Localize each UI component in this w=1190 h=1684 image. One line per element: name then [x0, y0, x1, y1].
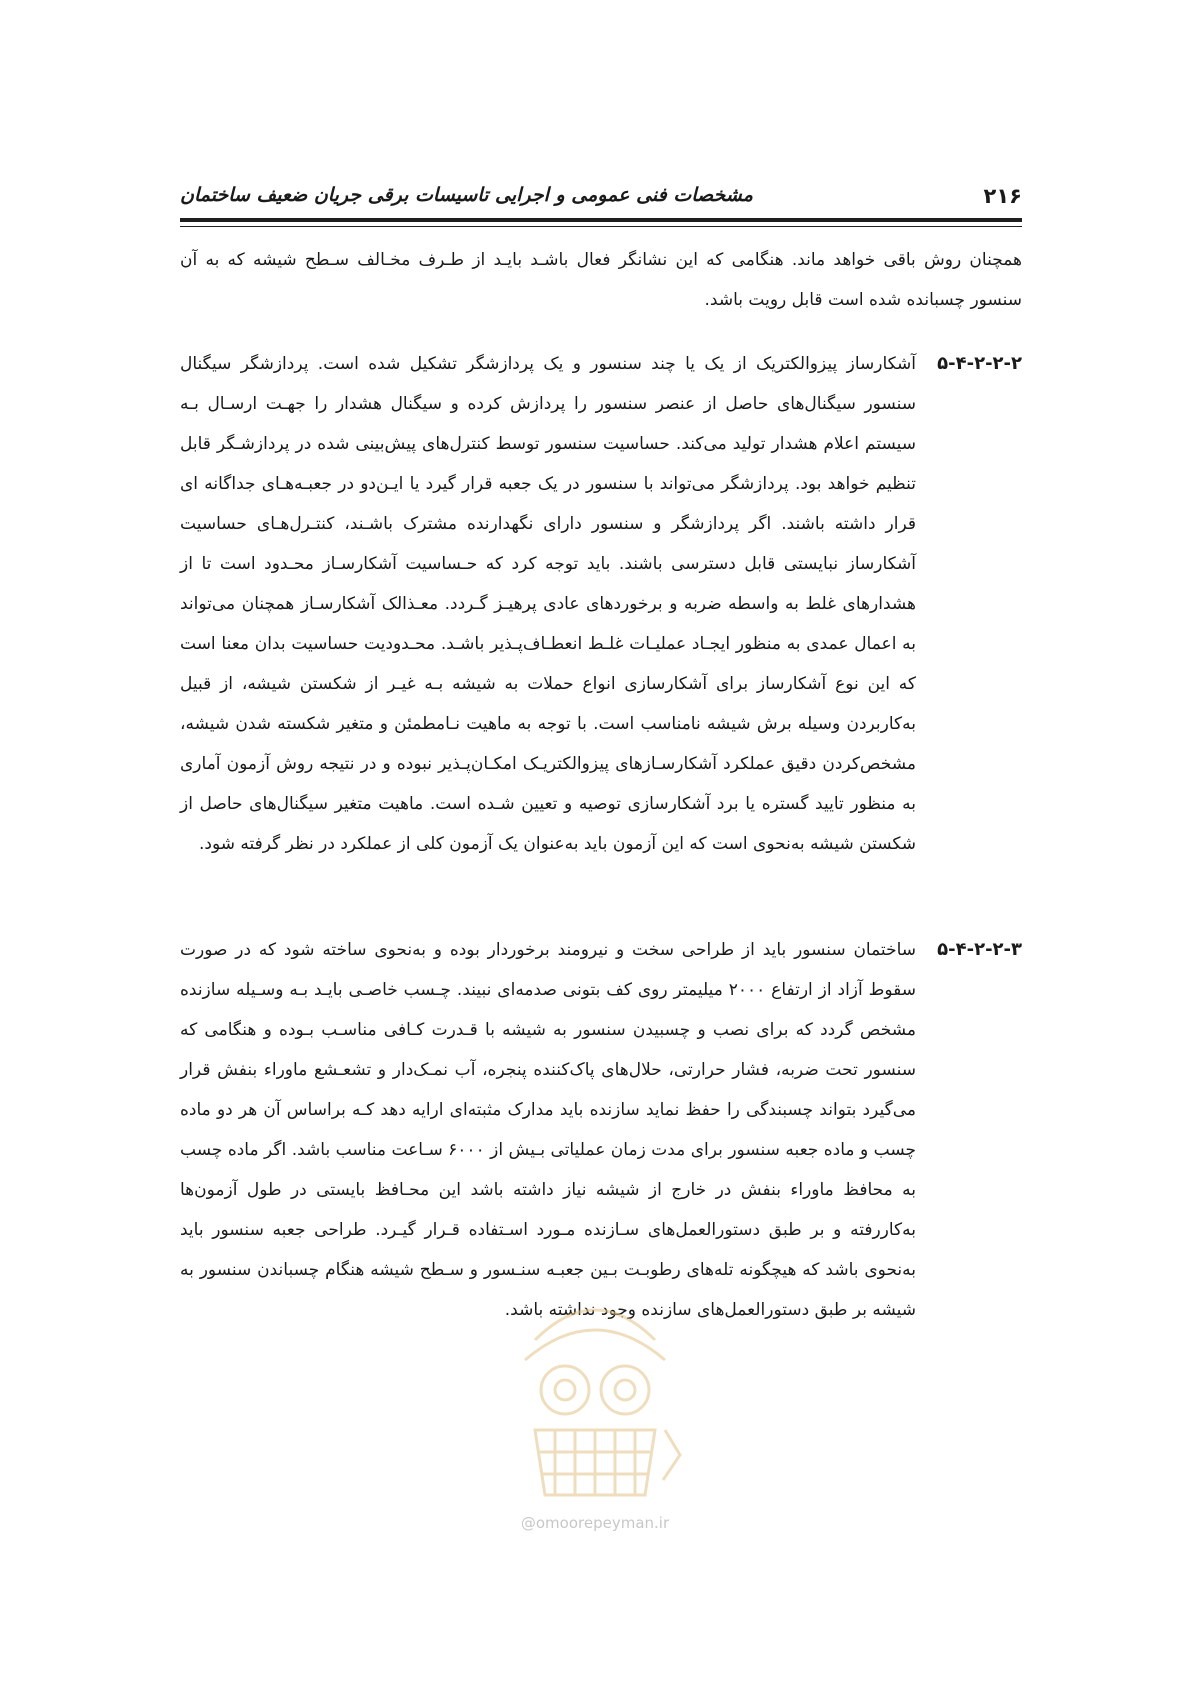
section-number: ۵-۴-۲-۲-۲ — [937, 353, 1022, 374]
section-text: آشکارساز پیزوالکتریک از یک یا چند سنسور و یک پردازشگر تشکیل شده است. پردازشگر سیگنال سنسور سیگنال‌های حاصل از عنصر سنسور را پردازش کرده و سیگنال هشدار را جهـت ارسـال بـه سیستم اعلام هشدار تولید می‌کند. حساسیت سنسور توسط کنترل‌های پیش‌بینی شده در پردازشـگر قابل تنظیم خواهد بود. پردازشگر می‌تواند با سنسور در یک جعبه قرار گیرد یا ایـن‌دو در جعبـه‌هـای جداگانه ای قرار داشته باشند. اگر پردازشگر و سنسور دارای نگهدارنده مشترک باشـند، کنتـرل‌هـای حساسیت آشکارساز نبایستی قابل دسترسی باشند. باید توجه کرد که حـساسیت آشکارسـاز محـدود است تا از هشدارهای غلط به واسطه ضربه و برخوردهای عادی پرهیـز گـردد. معـذالک آشکارسـاز همچنان می‌تواند به اعمال عمدی به منظور ایجـاد عملیـات غلـط انعطـاف‌پـذیر باشـد. محـدودیت حساسیت بدان معنا است که این نوع آشکارساز برای آشکارسازی انواع حملات به شیشه بـه غیـر از شکستن شیشه، از قبیل به‌کاربردن وسیله برش شیشه نامناسب است. با توجه به ماهیت نـامطمئن و متغیر شکسته شدن شیشه، مشخص‌کردن دقیق عملکرد آشکارسـازهای پیزوالکتریـک امکـان‌پـذیر نبوده و در نتیجه روش آزمون آماری به منظور تایید گستره یا برد آشکارسازی توصیه و تعیین شـده است. ماهیت متغیر سیگنال‌های حاصل از شکستن شیشه به‌نحوی است که این آزمون باید به‌عنوان یک آزمون کلی از عملکرد در نظر گرفته شود. — [180, 354, 916, 854]
page-number: ۲۱۶ — [983, 184, 1022, 208]
seal-icon — [495, 1280, 695, 1510]
header-rule-thick — [180, 218, 1022, 222]
page-header — [180, 176, 1022, 224]
watermark-caption: @omoorepeyman.ir — [520, 1514, 670, 1532]
running-title: مشخصات فنی عمومی و اجرایی تاسیسات برقی جریان ضعیف ساختمان — [180, 184, 753, 206]
header-rule-thin — [180, 226, 1022, 227]
intro-paragraph: همچنان روش باقی خواهد ماند. هنگامی که این نشانگر فعال باشـد بایـد از طـرف مخـالف سـطح شیشه که به آن سنسور چسبانده شده است قابل رویت باشد. — [180, 250, 1022, 310]
section-number: ۵-۴-۲-۲-۳ — [937, 939, 1022, 960]
section-text: ساختمان سنسور باید از طراحی سخت و نیرومند برخوردار بوده و به‌نحوی ساخته شود که در صورت سقوط آزاد از ارتفاع ۲۰۰۰ میلیمتر روی کف بتونی صدمه‌ای نبیند. چـسب خاصـی بایـد بـه وسـیله سازنده مشخص گردد که برای نصب و چسبیدن سنسور به شیشه با قـدرت کـافی مناسـب بـوده و هنگامی که سنسور تحت ضربه، فشار حرارتی، حلال‌های پاک‌کننده پنجره، آب نمـک‌دار و تشعـشع ماوراء بنفش قرار می‌گیرد بتواند چسبندگی را حفظ نماید سازنده باید مدارک مثبته‌ای ارایه دهد کـه براساس آن هر دو ماده چسب و ماده جعبه سنسور برای مدت زمان عملیاتی بـیش از ۶۰۰۰ سـاعت مناسب باشد. اگر ماده چسب به محافظ ماوراء بنفش در خارج از شیشه نیاز داشته باشد این محـافظ بایستی در طول آزمون‌ها به‌کاررفته و بر طبق دستورالعمل‌های سـازنده مـورد اسـتفاده قـرار گیـرد. طراحی جعبه سنسور باید به‌نحوی باشد که هیچگونه تله‌های رطوبـت بـین جعبـه سنـسور و سـطح شیشه هنگام چسباندن سنسور به شیشه بر طبق دستورالعمل‌های سازنده وجود نداشته باشد. — [180, 940, 916, 1320]
watermark-seal — [495, 1280, 695, 1540]
